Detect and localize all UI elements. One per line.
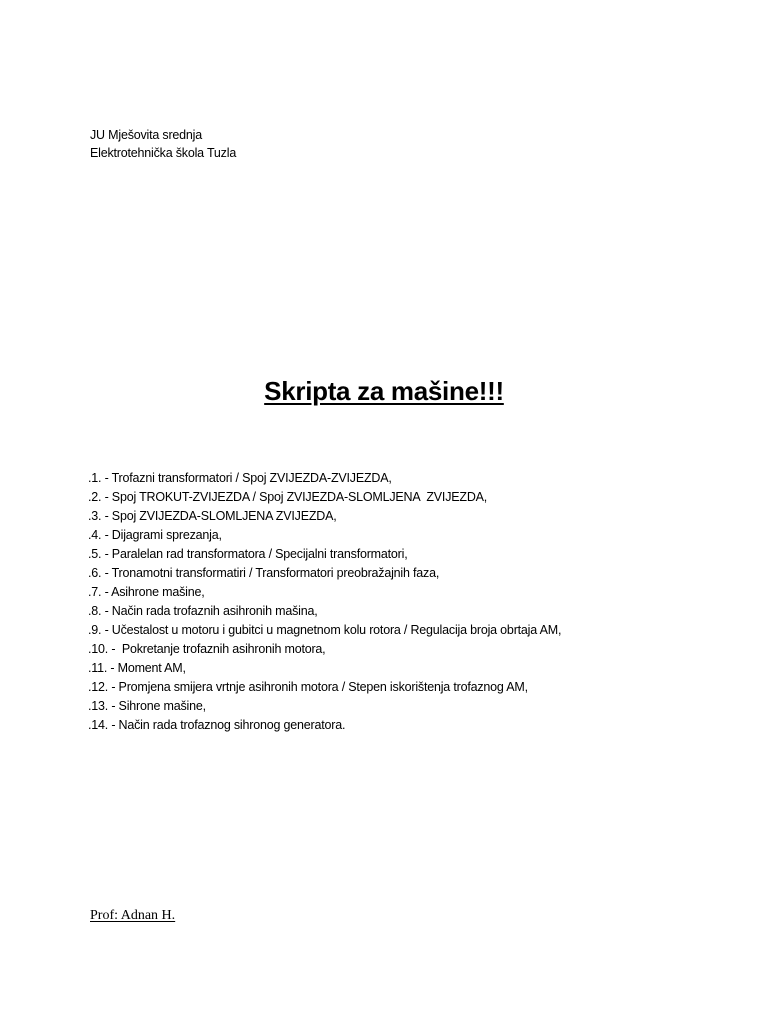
- topic-item: .13. - Sihrone mašine,: [88, 699, 206, 713]
- topic-item: .7. - Asihrone mašine,: [88, 585, 205, 599]
- topic-item: .11. - Moment AM,: [88, 661, 186, 675]
- topic-item: .9. - Učestalost u motoru i gubitci u magnetnom kolu rotora / Regulacija broja obrtaja AM,: [88, 623, 562, 637]
- topic-item: .1. - Trofazni transformatori / Spoj ZVIJEZDA-ZVIJEZDA,: [88, 471, 392, 485]
- topic-item: .5. - Paralelan rad transformatora / Specijalni transformatori,: [88, 547, 408, 561]
- topic-list: [88, 469, 561, 735]
- topic-item: .14. - Način rada trofaznog sihronog generatora.: [88, 718, 346, 732]
- topic-item: .8. - Način rada trofaznih asihronih mašina,: [88, 604, 318, 618]
- topic-item: .2. - Spoj TROKUT-ZVIJEZDA / Spoj ZVIJEZDA-SLOMLJENA ZVIJEZDA,: [88, 490, 488, 504]
- school-name-line1: JU Mješovita srednja: [90, 128, 203, 142]
- author-signature: Prof: Adnan H.: [90, 908, 176, 923]
- topic-item: .3. - Spoj ZVIJEZDA-SLOMLJENA ZVIJEZDA,: [88, 509, 337, 523]
- topic-item: .4. - Dijagrami sprezanja,: [88, 528, 222, 542]
- topic-item: .6. - Tronamotni transformatiri / Transformatori preobražajnih faza,: [88, 566, 440, 580]
- topic-item: .10. - Pokretanje trofaznih asihronih motora,: [88, 642, 326, 656]
- topic-item: .12. - Promjena smijera vrtnje asihronih motora / Stepen iskorištenja trofaznog AM,: [88, 680, 528, 694]
- document-title: Skripta za mašine!!!: [264, 376, 504, 406]
- school-header: [90, 126, 236, 162]
- school-name-line2: Elektrotehnička škola Tuzla: [90, 146, 237, 160]
